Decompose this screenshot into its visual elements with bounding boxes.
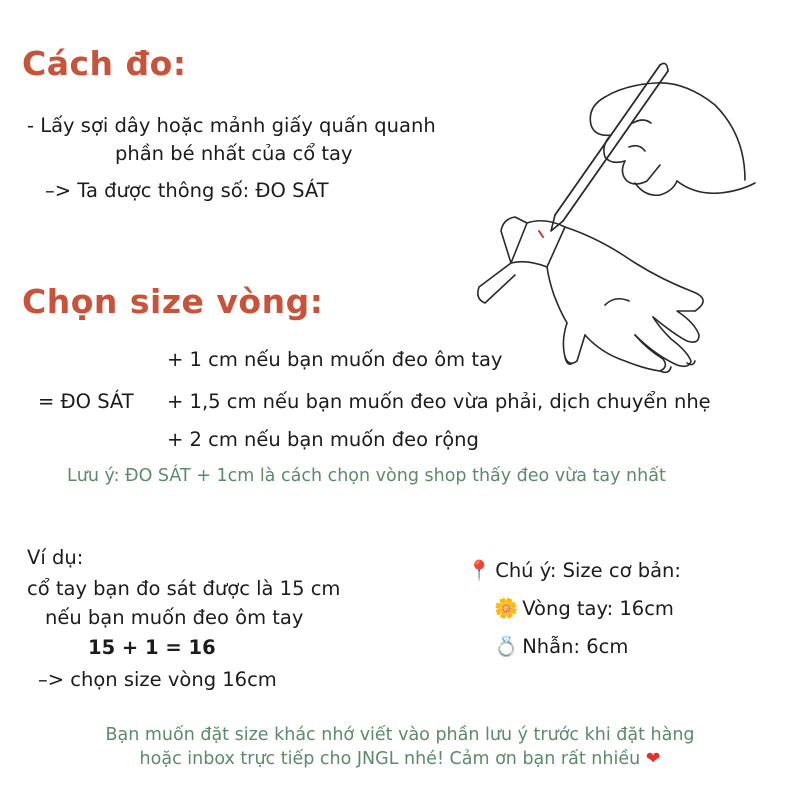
bracelet-size-row bbox=[494, 597, 674, 620]
measure-result: –> Ta được thông số: ĐO SÁT bbox=[45, 179, 329, 202]
ring-size: Nhẫn: 6cm bbox=[522, 635, 629, 658]
basic-size-title-row bbox=[467, 559, 681, 582]
choose-option-1: + 1 cm nếu bạn muốn đeo ôm tay bbox=[167, 348, 503, 371]
footer-line2-row bbox=[0, 749, 800, 769]
measure-step-line1: - Lấy sợi dây hoặc mảnh giấy quấn quanh bbox=[27, 114, 436, 137]
footer-line2: hoặc inbox trực tiếp cho JNGL nhé! Cảm ơn bạn rất nhiều bbox=[139, 749, 641, 769]
wrist-measuring-illustration bbox=[455, 5, 795, 400]
choose-option-3: + 2 cm nếu bạn muốn đeo rộng bbox=[167, 428, 479, 451]
footer-line1: Bạn muốn đặt size khác nhớ viết vào phần lưu ý trước khi đặt hàng bbox=[105, 725, 695, 745]
choose-prefix: = ĐO SÁT bbox=[38, 390, 134, 413]
basic-size-title: Chú ý: Size cơ bản: bbox=[495, 559, 681, 582]
pin-icon: 📍 bbox=[467, 559, 492, 582]
measure-step-line2: phần bé nhất của cổ tay bbox=[115, 142, 353, 165]
heading-measure: Cách đo: bbox=[22, 44, 187, 83]
flower-icon: 🌼 bbox=[494, 597, 519, 620]
bracelet-size: Vòng tay: 16cm bbox=[522, 597, 674, 620]
ring-size-row bbox=[494, 635, 628, 658]
heart-icon: ❤ bbox=[645, 749, 661, 769]
choose-option-2: + 1,5 cm nếu bạn muốn đeo vừa phải, dịch chuyển nhẹ bbox=[167, 390, 711, 413]
example-line2: nếu bạn muốn đeo ôm tay bbox=[45, 606, 304, 629]
example-result: –> chọn size vòng 16cm bbox=[38, 668, 277, 691]
example-line1: cổ tay bạn đo sát được là 15 cm bbox=[27, 577, 341, 600]
example-formula: 15 + 1 = 16 bbox=[88, 636, 216, 659]
example-title: Ví dụ: bbox=[27, 546, 84, 569]
note-text: Lưu ý: ĐO SÁT + 1cm là cách chọn vòng shop thấy đeo vừa tay nhất bbox=[67, 466, 666, 486]
heading-choose-size: Chọn size vòng: bbox=[22, 282, 324, 321]
ring-icon: 💍 bbox=[494, 635, 519, 658]
